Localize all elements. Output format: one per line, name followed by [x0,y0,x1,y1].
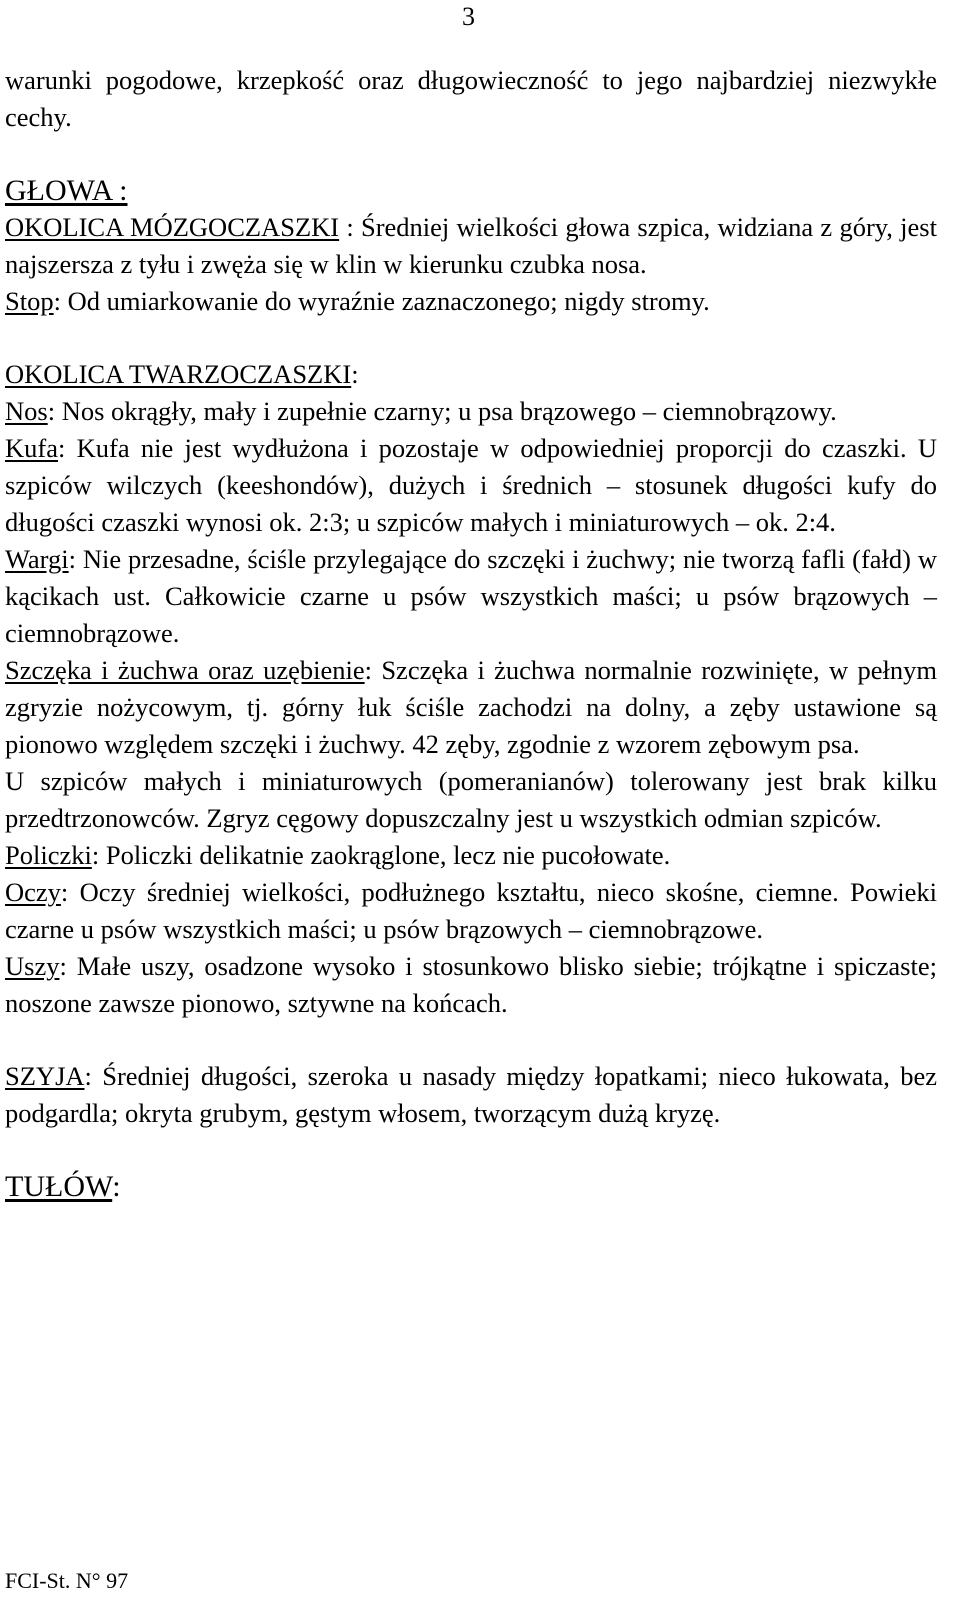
jaws-label: Szczęka i żuchwa oraz uzębienie [5,655,365,685]
cheeks-sep: : [91,840,106,870]
facial-region-label: OKOLICA TWARZOCZASZKI [5,359,352,389]
cranial-region-sep: : [339,212,361,242]
facial-region-heading [5,356,937,393]
stop-text: Od umiarkowanie do wyraźnie zaznaczonego; nigdy stromy. [67,286,710,316]
stop-paragraph [5,283,937,320]
stop-label: Stop [5,286,54,316]
page-number: 3 [462,2,475,31]
cranial-region-label: OKOLICA MÓZGOCZASZKI [5,212,340,242]
lips-label: Wargi [5,544,69,574]
muzzle-label: Kufa [5,433,58,463]
head-title: GŁOWA : [5,174,128,207]
cranial-region-text: Średniej wielkości głowa szpica, widziana z góry, jest najszersza z tyłu i zwęża się w klin w kierunku czubka nosa. [5,212,937,279]
intro-paragraph: warunki pogodowe, krzepkość oraz długowieczność to jego najbardziej niezwykłe cechy. [5,65,937,132]
section-heading-body [5,1168,937,1205]
neck-sep: : [84,1061,103,1091]
footer-standard-ref: FCI-St. N° 97 [5,1568,129,1593]
neck-text: Średniej długości, szeroka u nasady między łopatkami; nieco łukowata, bez podgardla; okryta grubym, gęstym włosem, tworzącym dużą kryzę. [5,1061,937,1128]
muzzle-text: Kufa nie jest wydłużona i pozostaje w odpowiedniej proporcji do czaszki. U szpiców wilczych (keeshondów), dużych i średnich – stosunek długości kufy do długości czaszki wynosi ok. 2:3; u szpiców małych i miniaturowych – ok. 2:4. [5,433,937,537]
cranial-region-paragraph [5,209,937,283]
body-section-label: TUŁÓW [5,1170,113,1203]
cheeks-text: Policzki delikatnie zaokrąglone, lecz nie pucołowate. [105,840,671,870]
eyes-paragraph [5,874,937,948]
cheeks-label: Policzki [5,840,92,870]
neck-paragraph [5,1058,937,1132]
neck-label: SZYJA [5,1061,85,1091]
nose-text: Nos okrągły, mały i zupełnie czarny; u psa brązowego – ciemnobrązowy. [61,396,837,426]
muzzle-paragraph [5,430,937,541]
jaws-extra-paragraph: U szpiców małych i miniaturowych (pomeranianów) tolerowany jest brak kilku przedtrzonowców. Zgryz cęgowy dopuszczalny jest u wszystkich odmian szpiców. [5,766,937,833]
lips-paragraph [5,541,937,652]
cheeks-paragraph [5,837,937,874]
ears-text: Małe uszy, osadzone wysoko i stosunkowo blisko siebie; trójkątne i spiczaste; noszone zawsze pionowo, sztywne na końcach. [5,951,937,1018]
jaws-text: Szczęka i żuchwa normalnie rozwinięte, w pełnym zgryzie nożycowym, tj. górny łuk ściśle zachodzi na dolny, a zęby ustawione są pionowo względem szczęki i żuchwy. 42 zęby, zgodnie z wzorem zębowym psa. [5,655,937,759]
ears-label: Uszy [5,951,60,981]
eyes-sep: : [60,877,80,907]
section-heading-head [5,172,937,209]
nose-paragraph [5,393,937,430]
document-body [5,62,937,1205]
nose-label: Nos [5,396,48,426]
jaws-paragraph [5,652,937,763]
eyes-label: Oczy [5,877,61,907]
stop-sep: : [53,286,68,316]
jaws-sep: : [364,655,382,685]
eyes-text: Oczy średniej wielkości, podłużnego kształtu, nieco skośne, ciemne. Powieki czarne u psów wszystkich maści; u psów brązowych – ciemnobrązowe. [5,877,937,944]
facial-region-sep: : [351,359,359,389]
ears-paragraph [5,948,937,1022]
muzzle-sep: : [57,433,77,463]
body-section-sep: : [112,1170,121,1203]
ears-sep: : [59,951,77,981]
lips-text: Nie przesadne, ściśle przylegające do szczęki i żuchwy; nie tworzą fafli (fałd) w kącikach ust. Całkowicie czarne u psów wszystkich maści; u psów brązowych – ciemnobrązowe. [5,544,937,648]
nose-sep: : [47,396,62,426]
lips-sep: : [68,544,83,574]
